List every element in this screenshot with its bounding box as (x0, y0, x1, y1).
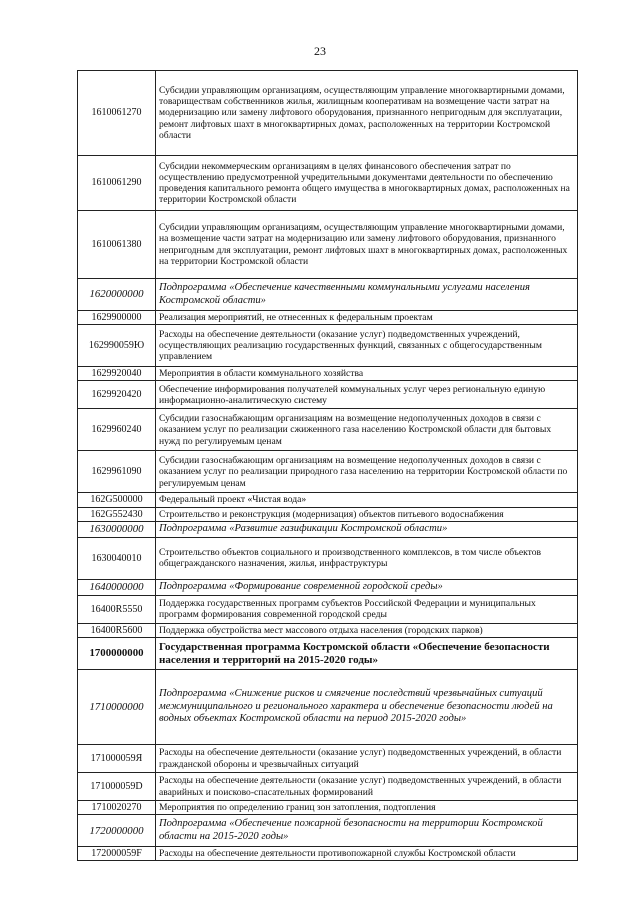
budget-classification-table (77, 70, 578, 861)
row-description: Поддержка государственных программ субъектов Российской Федерации и муниципальных программ формирования современной городской среды (156, 595, 578, 623)
row-description: Обеспечение информирования получателей коммунальных услуг через региональную единую информационно-аналитическую систему (156, 381, 578, 409)
row-code: 162G552430 (78, 507, 156, 521)
row-description: Реализация мероприятий, не отнесенных к федеральным проектам (156, 311, 578, 325)
table-row (78, 367, 578, 381)
row-description: Подпрограмма «Развитие газификации Костромской области» (156, 521, 578, 537)
row-code: 1610061290 (78, 156, 156, 211)
table-row (78, 507, 578, 521)
row-description: Мероприятия в области коммунального хозяйства (156, 367, 578, 381)
row-description: Субсидии газоснабжающим организациям на возмещение недополученных доходов в связи с оказанием услуг по реализации природного газа населению на территории Костромской области по регулируемым ценам (156, 451, 578, 493)
row-code: 1630040010 (78, 537, 156, 579)
row-code: 1629900000 (78, 311, 156, 325)
row-description: Строительство и реконструкция (модернизация) объектов питьевого водоснабжения (156, 507, 578, 521)
row-code: 162G500000 (78, 493, 156, 507)
row-code: 16400R5550 (78, 595, 156, 623)
table-row (78, 409, 578, 451)
table-row (78, 211, 578, 279)
row-description: Подпрограмма «Снижение рисков и смягчение последствий чрезвычайных ситуаций межмуниципального и регионального характера и обеспечение безопасности людей на водных объектах Костромской области на период 2015-2020 годы» (156, 670, 578, 745)
row-description: Строительство объектов социального и производственного комплексов, в том числе объектов общегражданского назначения, жилья, инфраструктуры (156, 537, 578, 579)
table-row (78, 311, 578, 325)
row-description: Расходы на обеспечение деятельности (оказание услуг) подведомственных учреждений, в области гражданской обороны и чрезвычайных ситуаций (156, 745, 578, 773)
row-description: Субсидии управляющим организациям, осуществляющим управление многоквартирными домами, товариществам собственников жилья, жилищным кооперативам на возмещение части затрат на модернизацию или замену лифтового оборудования, признанного непригодным для эксплуатации, ремонт лифтовых шахт в многоквартирных домах, расположенных на территории Костромской области (156, 71, 578, 156)
table-row (78, 579, 578, 595)
table-row (78, 493, 578, 507)
row-description: Подпрограмма «Обеспечение качественными коммунальными услугами населения Костромской области» (156, 279, 578, 311)
row-code: 162990059Ю (78, 325, 156, 367)
row-code: 1640000000 (78, 579, 156, 595)
table-row (78, 71, 578, 156)
table-row (78, 381, 578, 409)
row-code: 16400R5600 (78, 623, 156, 637)
row-description: Федеральный проект «Чистая вода» (156, 493, 578, 507)
row-description: Субсидии газоснабжающим организациям на возмещение недополученных доходов в связи с оказанием услуг по реализации сжиженного газа населению Костромской области для бытовых нужд по регулируемым ценам (156, 409, 578, 451)
table-row (78, 745, 578, 773)
row-code: 171000059Я (78, 745, 156, 773)
row-description: Поддержка обустройства мест массового отдыха населения (городских парков) (156, 623, 578, 637)
row-code: 1710000000 (78, 670, 156, 745)
table-body (78, 71, 578, 861)
table-row (78, 847, 578, 861)
table-row (78, 595, 578, 623)
row-code: 1630000000 (78, 521, 156, 537)
row-description: Подпрограмма «Формирование современной городской среды» (156, 579, 578, 595)
table-row (78, 773, 578, 801)
row-code: 172000059F (78, 847, 156, 861)
row-code: 171000059D (78, 773, 156, 801)
row-code: 1610061380 (78, 211, 156, 279)
row-code: 1629961090 (78, 451, 156, 493)
table-row (78, 815, 578, 847)
row-description: Субсидии управляющим организациям, осуществляющим управление многоквартирными домами, на возмещение части затрат на модернизацию или замену лифтового оборудования, признанного непригодным для эксплуатации, ремонт лифтовых шахт в многоквартирных домах, расположенных на территории Костромской области (156, 211, 578, 279)
page-number: 23 (314, 44, 326, 58)
row-code: 1710020270 (78, 801, 156, 815)
table-row (78, 623, 578, 637)
row-code: 1629920040 (78, 367, 156, 381)
row-description: Расходы на обеспечение деятельности противопожарной службы Костромской области (156, 847, 578, 861)
table-row (78, 670, 578, 745)
row-description: Государственная программа Костромской области «Обеспечение безопасности населения и территорий на 2015-2020 годы» (156, 638, 578, 670)
table-row (78, 801, 578, 815)
row-code: 1700000000 (78, 638, 156, 670)
row-description: Подпрограмма «Обеспечение пожарной безопасности на территории Костромской области на 2015-2020 годы» (156, 815, 578, 847)
table-row (78, 638, 578, 670)
row-code: 1629920420 (78, 381, 156, 409)
row-description: Расходы на обеспечение деятельности (оказание услуг) подведомственных учреждений, осуществляющих реализацию государственных функций, связанных с общегосударственным управлением (156, 325, 578, 367)
row-description: Расходы на обеспечение деятельности (оказание услуг) подведомственных учреждений, в области аварийных и поисково-спасательных формирований (156, 773, 578, 801)
table-row (78, 156, 578, 211)
row-description: Субсидии некоммерческим организациям в целях финансового обеспечения затрат по осуществлению предусмотренной учредительными документами деятельности по обеспечению проведения капитального ремонта общего имущества в многоквартирных домах, расположенных на территории Костромской области (156, 156, 578, 211)
row-code: 1610061270 (78, 71, 156, 156)
table-row (78, 451, 578, 493)
row-code: 1629960240 (78, 409, 156, 451)
table-row (78, 325, 578, 367)
table-row (78, 279, 578, 311)
row-description: Мероприятия по определению границ зон затопления, подтопления (156, 801, 578, 815)
table-row (78, 537, 578, 579)
table-row (78, 521, 578, 537)
row-code: 1720000000 (78, 815, 156, 847)
row-code: 1620000000 (78, 279, 156, 311)
